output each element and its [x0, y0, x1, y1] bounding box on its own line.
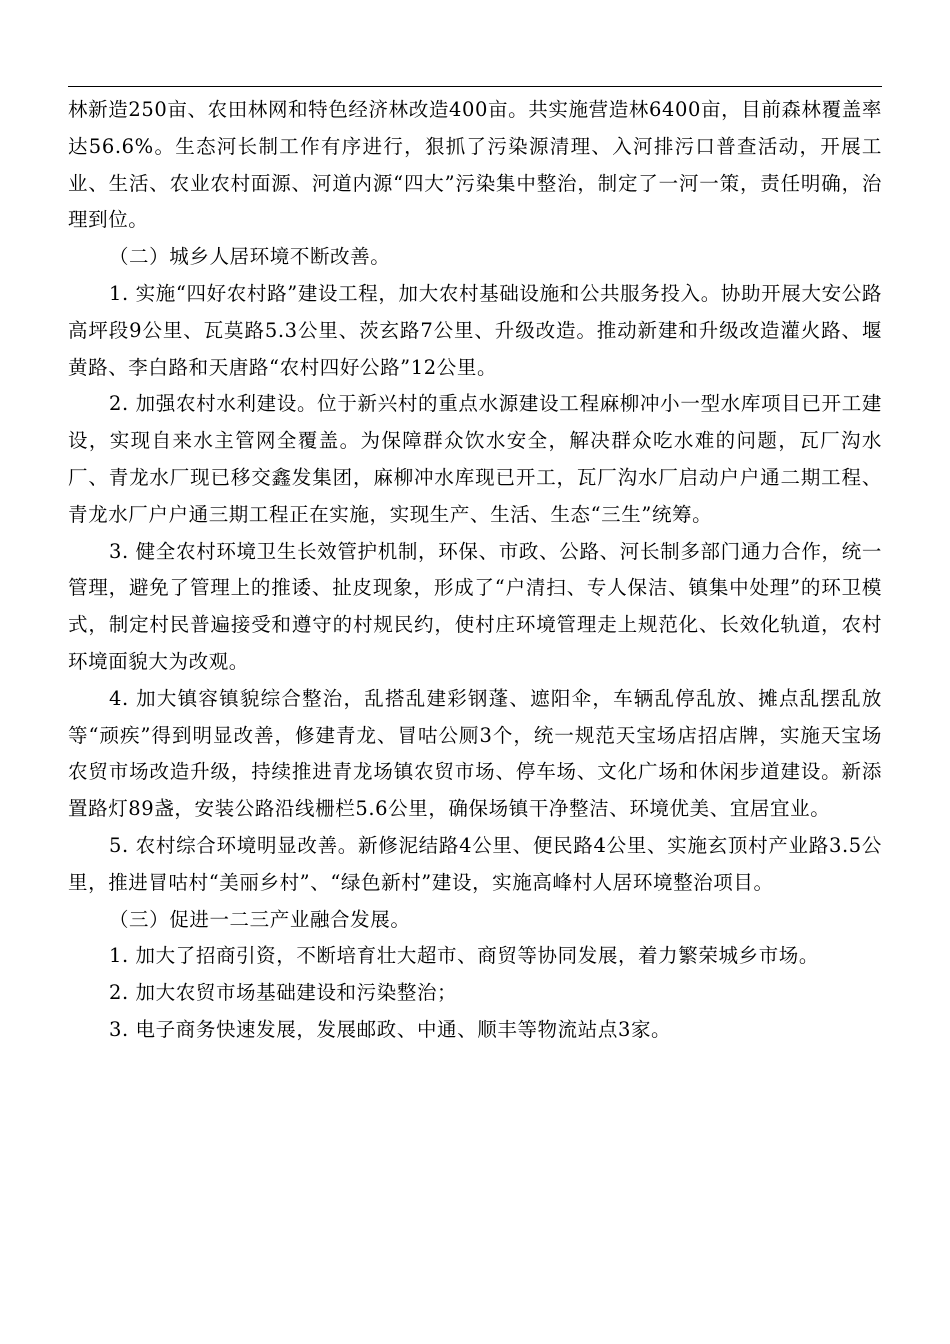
list-item-2: 2. 加大农贸市场基础建设和污染整治； [108, 981, 458, 1005]
header-rule [68, 86, 882, 87]
paragraph-continuation: 林新造250亩、农田林网和特色经济林改造400亩。共实施营造林6400亩，目前森林覆盖率达56.6%。生态河长制工作有序进行，狠抓了污染源清理、入河排污口普查活动，开展工业、生活、农业农村面源、河道内源“四大”污染集中整治，制定了一河一策，责任明确，治理到位。 [68, 98, 882, 232]
list-item-2: 2. 加强农村水利建设。位于新兴村的重点水源建设工程麻柳冲小一型水库项目已开工建设，实现自来水主管网全覆盖。为保障群众饮水安全，解决群众吃水难的问题，瓦厂沟水厂、青龙水厂现已移交鑫发集团，麻柳冲水库现已开工，瓦厂沟水厂启动户户通二期工程、青龙水厂户户通三期工程正在实施，实现生产、生活、生态“三生”统筹。 [68, 392, 882, 526]
list-item-1: 1. 实施“四好农村路”建设工程，加大农村基础设施和公共服务投入。协助开展大安公路高坪段9公里、瓦莫路5.3公里、茨玄路7公里、升级改造。推动新建和升级改造灌火路、堰黄路、李白路和天唐路“农村四好公路”12公里。 [68, 281, 882, 379]
section-heading-2: （二）城乡人居环境不断改善。 [108, 245, 391, 269]
list-item-3: 3. 健全农村环境卫生长效管护机制，环保、市政、公路、河长制多部门通力合作，统一管理，避免了管理上的推诿、扯皮现象，形成了“户清扫、专人保洁、镇集中处理”的环卫模式，制定村民普遍接受和遵守的村规民约，使村庄环境管理走上规范化、长效化轨道，农村环境面貌大为改观。 [68, 539, 882, 673]
section-heading-3: （三）促进一二三产业融合发展。 [108, 907, 411, 931]
list-item-5: 5. 农村综合环境明显改善。新修泥结路4公里、便民路4公里、实施玄顶村产业路3.5公里，推进冒咕村“美丽乡村”、“绿色新村”建设，实施高峰村人居环境整治项目。 [68, 833, 882, 894]
document-body [68, 92, 882, 1049]
list-item-3: 3. 电子商务快速发展，发展邮政、中通、顺丰等物流站点3家。 [108, 1017, 672, 1041]
list-item-4: 4. 加大镇容镇貌综合整治，乱搭乱建彩钢蓬、遮阳伞，车辆乱停乱放、摊点乱摆乱放等“顽疾”得到明显改善，修建青龙、冒咕公厕3个，统一规范天宝场店招店牌，实施天宝场农贸市场改造升级，持续推进青龙场镇农贸市场、停车场、文化广场和休闲步道建设。新添置路灯89盏，安装公路沿线栅栏5.6公里，确保场镇干净整洁、环境优美、宜居宜业。 [68, 686, 882, 821]
list-item-1: 1. 加大了招商引资，不断培育壮大超市、商贸等协同发展，着力繁荣城乡市场。 [108, 944, 819, 968]
